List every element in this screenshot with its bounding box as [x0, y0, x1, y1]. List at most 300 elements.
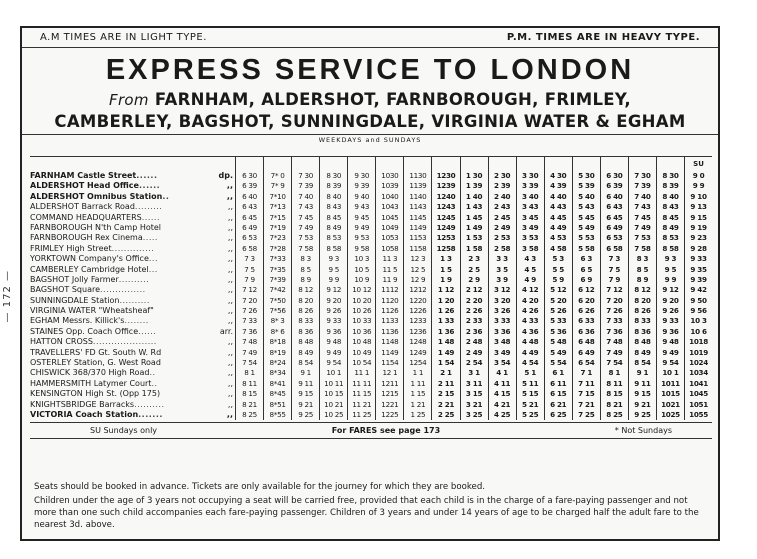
station-mark: ,, — [227, 264, 233, 274]
departure-time: 7 49 — [606, 347, 623, 357]
leader-dots: ...... — [136, 171, 158, 180]
departure-time: 8 58 — [662, 243, 679, 253]
station-mark: ,, — [227, 399, 233, 409]
departure-time: 5 5 — [552, 264, 565, 274]
station-mark: ,, — [227, 358, 233, 368]
departure-time: 12 1 — [382, 368, 398, 378]
station-name: FRIMLEY High Street — [30, 243, 112, 253]
station-mark: ,, — [226, 191, 233, 201]
column-header — [292, 157, 319, 171]
leader-dots: .. — [162, 191, 170, 201]
departure-time: 8 1 — [244, 368, 255, 378]
departure-time: 1249 — [436, 222, 456, 232]
station-mark: ,, — [226, 409, 233, 419]
station-mark: ,, — [227, 389, 233, 399]
departure-time: 7 26 — [242, 306, 257, 316]
station-row — [30, 254, 235, 264]
departure-time: 1148 — [381, 337, 399, 347]
departure-time: 2 25 — [437, 409, 455, 419]
departure-time: 1025 — [661, 409, 680, 419]
departure-time: 8*34 — [269, 368, 286, 378]
departure-time: 3 48 — [493, 337, 511, 347]
departure-time: 7 11 — [578, 378, 595, 388]
departure-time: 8 5 — [636, 264, 649, 274]
departure-time: 1149 — [381, 347, 399, 357]
column-header — [320, 157, 347, 171]
departure-time: 8 49 — [326, 222, 342, 232]
departure-time: 7 53 — [634, 233, 651, 243]
departure-time: 1143 — [409, 202, 427, 212]
station-mark: ,, — [227, 295, 233, 305]
departure-time: 4 30 — [550, 171, 567, 180]
departure-time: 8 9 — [300, 274, 311, 284]
departure-time: 8*55 — [269, 409, 286, 419]
departure-time: 3 58 — [522, 243, 539, 253]
departure-time: 1 49 — [465, 222, 483, 232]
station-mark: arr. — [219, 326, 233, 336]
pm-legend: P.M. TIMES ARE IN HEAVY TYPE. — [506, 32, 700, 43]
departure-time: 1 58 — [465, 243, 483, 253]
station-mark: ,, — [227, 347, 233, 357]
departure-time: 9 5 — [328, 264, 339, 274]
departure-time: 7 49 — [634, 222, 651, 232]
departure-time: 3 45 — [522, 212, 539, 222]
departure-time: 11 11 — [352, 378, 372, 388]
departure-time: 1 33 — [437, 316, 455, 326]
departure-time: 7 39 — [298, 181, 314, 191]
departure-time: 10 36 — [352, 326, 372, 336]
departure-time: 7*13 — [269, 202, 286, 212]
departure-time: 2 53 — [493, 233, 511, 243]
departure-time: 5 48 — [550, 337, 567, 347]
departure-time: 2 21 — [437, 399, 455, 409]
station-column — [30, 157, 235, 420]
station-row — [30, 316, 235, 326]
departure-time: 6 40 — [606, 191, 623, 201]
departure-time: 1039 — [381, 181, 399, 191]
departure-time: 1130 — [409, 171, 427, 180]
departure-time: 1 45 — [465, 212, 483, 222]
leader-dots: .......... — [134, 399, 165, 409]
departure-time: 1 5 — [440, 264, 452, 274]
departure-time: 7 33 — [606, 316, 623, 326]
departure-time: 9 39 — [690, 274, 707, 284]
departure-time: 10 5 — [354, 264, 370, 274]
departure-time: 6 12 — [578, 285, 595, 295]
departure-time: 9 21 — [634, 399, 651, 409]
departure-time: 8* 3 — [270, 316, 285, 326]
station-mark: ,, — [227, 274, 233, 284]
departure-time: 11 25 — [352, 409, 372, 419]
departure-time: 9 33 — [690, 254, 707, 264]
departure-time: 7*10 — [269, 191, 286, 201]
departure-time: 1126 — [381, 306, 399, 316]
departure-time: 7 21 — [578, 399, 595, 409]
departure-time: 7*50 — [269, 295, 286, 305]
departure-time: 11 21 — [352, 399, 372, 409]
column-header — [461, 157, 488, 171]
station-row — [30, 244, 235, 254]
departure-time: 1149 — [409, 222, 427, 232]
station-row — [30, 410, 235, 420]
departure-time: 1040 — [381, 191, 399, 201]
departure-time: 9 1 — [636, 368, 649, 378]
departure-time: 5 26 — [550, 306, 567, 316]
departure-time: 9 15 — [634, 389, 651, 399]
departure-time: 8 40 — [662, 191, 679, 201]
departure-time: 11 9 — [382, 274, 398, 284]
departure-column — [685, 157, 712, 420]
departure-time: 3 15 — [465, 389, 483, 399]
column-header — [376, 157, 403, 171]
departure-time: 7 40 — [634, 191, 651, 201]
departure-time: 1043 — [381, 202, 399, 212]
departure-time: 6 11 — [550, 378, 567, 388]
station-name: KENSINGTON High St. (Opp 175) — [30, 389, 161, 399]
departure-time: 9 0 — [692, 171, 705, 180]
departure-time: 1248 — [409, 337, 427, 347]
departure-time: 5 33 — [550, 316, 567, 326]
departure-time: 1236 — [409, 326, 427, 336]
station-row — [30, 368, 235, 378]
departure-time: 2 48 — [465, 337, 483, 347]
leader-dots: .......... — [118, 274, 150, 284]
departure-time: 8 21 — [606, 399, 623, 409]
departure-time: 6 58 — [606, 243, 623, 253]
departure-time: 5 45 — [578, 212, 595, 222]
departure-time: 6 43 — [606, 202, 623, 212]
page-title: EXPRESS SERVICE TO LONDON — [105, 54, 635, 86]
station-name: YORKTOWN Company's Office — [30, 254, 149, 264]
departure-time: 5 49 — [578, 222, 595, 232]
departure-time: 1230 — [436, 171, 456, 180]
departure-time: 9 30 — [354, 171, 370, 180]
departure-time: 9 36 — [662, 326, 679, 336]
departure-time: 8 25 — [606, 409, 623, 419]
departure-time: 6 39 — [606, 181, 623, 191]
station-mark: ,, — [227, 378, 233, 388]
leader-dots — [161, 348, 213, 358]
departure-time: 12 3 — [410, 254, 426, 264]
departure-time: 3 36 — [493, 326, 511, 336]
leader-dots: .............. — [111, 243, 155, 253]
departure-time: 1225 — [381, 409, 399, 419]
departure-time: 1 3 — [440, 254, 452, 264]
departure-time: 1158 — [409, 243, 427, 253]
departure-time: 8 49 — [662, 222, 679, 232]
from-label: From — [109, 91, 149, 109]
departure-time: 1019 — [689, 347, 708, 357]
departure-time: 7 33 — [242, 316, 257, 326]
departure-time: 1 9 — [440, 274, 452, 284]
departure-time: 1220 — [409, 295, 427, 305]
departure-time: 4 15 — [493, 389, 511, 399]
departure-time: 7 43 — [298, 202, 314, 212]
departure-time: 9 9 — [664, 274, 677, 284]
departure-time: 1 12 — [437, 285, 455, 295]
station-name: OSTERLEY Station, G. West Road — [30, 358, 161, 368]
station-name: ALDERSHOT Barrack Road — [30, 202, 135, 212]
departure-time: 9 10 — [690, 191, 707, 201]
departure-time: 2 9 — [468, 274, 480, 284]
departure-time: 10 49 — [352, 347, 372, 357]
station-name: HAMMERSMITH Latymer Court — [30, 378, 152, 388]
departure-time: 8*24 — [269, 358, 286, 368]
station-mark: ,, — [227, 337, 233, 347]
departure-time: 6 53 — [242, 233, 257, 243]
station-mark: ,, — [227, 233, 233, 243]
departure-time: 7 20 — [242, 295, 257, 305]
children-fare-note: Children under the age of 3 years not occupying a seat will be carried free, provided that each child is in the charge of a fare-paying passenger and not more than one such child accompanies each fare-paying passenger. Children of 3 years and under 14 years of age to be charged half the adult fare to the nearest 3d. above. — [34, 496, 699, 530]
leader-dots: ...... — [138, 181, 161, 191]
column-header — [545, 157, 572, 171]
page-number: — 172 — — [2, 270, 13, 323]
departure-time: 8 39 — [662, 181, 679, 191]
departure-time: 4 5 — [524, 264, 536, 274]
departure-time: 7 54 — [606, 358, 623, 368]
departure-time: 10 15 — [324, 389, 344, 399]
station-name: STAINES Opp. Coach Office — [30, 326, 139, 336]
departure-time: 1011 — [661, 378, 680, 388]
departure-time: 9 25 — [298, 409, 314, 419]
departure-time: 9 13 — [690, 202, 707, 212]
departure-time: 2 12 — [465, 285, 483, 295]
departure-column — [545, 157, 573, 420]
departure-time: 5 43 — [578, 202, 595, 212]
departure-time: 5 49 — [550, 347, 567, 357]
column-header — [236, 157, 263, 171]
departure-time: 6 25 — [550, 409, 567, 419]
departure-time: 1212 — [409, 285, 427, 295]
station-name: BAGSHOT Jolly Farmer — [30, 274, 119, 284]
departure-time: 10 1 — [662, 368, 679, 378]
departure-time: 7*42 — [269, 285, 286, 295]
departure-time: 6 43 — [242, 202, 257, 212]
departure-time: 8 49 — [298, 347, 314, 357]
departure-time: 1211 — [381, 378, 399, 388]
station-row — [30, 296, 235, 306]
departure-time: 1253 — [436, 233, 456, 243]
departure-time: 8 43 — [326, 202, 342, 212]
departure-time: 1 15 — [410, 389, 426, 399]
departure-time: 8 20 — [298, 295, 314, 305]
departure-time: 2 33 — [465, 316, 483, 326]
leader-dots: .......... — [119, 295, 150, 305]
departure-time: 4 49 — [522, 347, 539, 357]
leader-dots: ....... — [138, 409, 163, 419]
station-mark: dp. — [218, 171, 233, 180]
departure-time: 2 39 — [493, 181, 511, 191]
departure-time: 9 33 — [326, 316, 342, 326]
column-header — [348, 157, 375, 171]
departure-time: 1 39 — [465, 181, 483, 191]
station-row — [30, 348, 235, 358]
station-row — [30, 223, 235, 233]
departure-time: 2 26 — [465, 306, 483, 316]
departure-time: 9 5 — [664, 264, 677, 274]
departure-time: 3 1 — [468, 368, 480, 378]
departure-time: 9 35 — [690, 264, 707, 274]
not-sundays-note: * Not Sundays — [614, 426, 672, 436]
departure-time: 7*19 — [269, 222, 286, 232]
leader-dots: .. — [149, 368, 156, 378]
departure-time: 9 26 — [326, 306, 342, 316]
departure-time: 9 11 — [634, 378, 651, 388]
leader-dots — [160, 389, 213, 399]
departure-column — [320, 157, 348, 420]
departure-time: 4 11 — [493, 378, 511, 388]
departure-time: 8 48 — [634, 337, 651, 347]
departure-time: 1 40 — [465, 191, 483, 201]
departure-time: 6 58 — [242, 243, 257, 253]
column-header — [489, 157, 516, 171]
departure-time: 10 9 — [354, 274, 370, 284]
departure-time: 4 48 — [522, 337, 539, 347]
departure-time: 8 11 — [242, 378, 257, 388]
departure-time: 9 49 — [662, 347, 679, 357]
departure-time: 1 1 — [412, 368, 424, 378]
station-row — [30, 202, 235, 212]
departure-time: 6 30 — [606, 171, 623, 180]
departure-time: 9 49 — [354, 222, 370, 232]
departure-time: 8*19 — [269, 347, 286, 357]
column-header — [264, 157, 291, 171]
station-name: KNIGHTSBRIDGE Barracks — [30, 399, 135, 409]
departure-time: 2 3 — [468, 254, 480, 264]
departure-time: 10 3 — [690, 316, 707, 326]
departure-time: 9 25 — [634, 409, 651, 419]
departure-time: 8 15 — [242, 389, 257, 399]
departure-time: 5 12 — [550, 285, 567, 295]
departure-time: 8*45 — [269, 389, 286, 399]
departure-time: 1258 — [436, 243, 456, 253]
station-row — [30, 358, 235, 368]
departure-time: 7 49 — [298, 222, 314, 232]
departure-time: 1 30 — [465, 171, 483, 180]
booking-notes — [30, 481, 712, 533]
departure-time: 9 45 — [354, 212, 370, 222]
departure-time: 8 21 — [242, 399, 257, 409]
station-name: ALDERSHOT Omnibus Station — [30, 191, 163, 201]
departure-time: 3 49 — [522, 222, 539, 232]
departure-time: 8 33 — [634, 316, 651, 326]
departure-time: 1021 — [661, 399, 680, 409]
departure-time: 4 49 — [550, 222, 567, 232]
departure-time: 4 45 — [550, 212, 567, 222]
departure-time: 9 28 — [690, 243, 707, 253]
departure-time: 9 12 — [662, 285, 679, 295]
column-header — [601, 157, 628, 171]
departure-times — [235, 157, 712, 420]
timetable-frame — [20, 26, 720, 541]
leader-dots: ..... — [142, 233, 158, 243]
departure-time: 4 25 — [493, 409, 511, 419]
station-name: CHISWICK 368/370 High Road — [30, 368, 150, 378]
station-row — [30, 171, 235, 181]
station-mark: ,, — [227, 202, 233, 212]
departure-time: 9 48 — [326, 337, 342, 347]
departure-time: 7* 9 — [270, 181, 285, 191]
departure-time: 7 5 — [608, 264, 621, 274]
departure-time: 4 1 — [496, 368, 508, 378]
departure-time: 1243 — [436, 202, 456, 212]
departure-time: 1024 — [689, 358, 708, 368]
station-row — [30, 400, 235, 410]
departure-time: 1133 — [381, 316, 399, 326]
departure-time: 10 26 — [352, 306, 372, 316]
departure-time: 8 39 — [326, 181, 342, 191]
departure-time: 6 53 — [606, 233, 623, 243]
departure-time: 6 49 — [242, 222, 257, 232]
departure-time: 4 36 — [522, 326, 539, 336]
departure-time: 7*28 — [269, 243, 286, 253]
departure-time: 5 11 — [522, 378, 539, 388]
departure-time: 8 36 — [298, 326, 314, 336]
departure-time: 5 58 — [578, 243, 595, 253]
departure-time: 8 30 — [662, 171, 679, 180]
departure-time: 9 54 — [326, 358, 342, 368]
departure-time: 4 53 — [550, 233, 567, 243]
departure-time: 8 26 — [298, 306, 314, 316]
station-mark: ,, — [227, 212, 233, 222]
departure-time: 6 33 — [578, 316, 595, 326]
booking-note: Seats should be booked in advance. Tickets are only available for the journey for which they are booked. — [34, 482, 486, 492]
station-name: EGHAM Messrs. Killick's — [30, 316, 125, 326]
departure-time: 1 11 — [410, 378, 426, 388]
departure-time: 5 53 — [578, 233, 595, 243]
departure-time: 5 54 — [550, 358, 567, 368]
departure-time: 1 43 — [465, 202, 483, 212]
departure-time: 1112 — [381, 285, 399, 295]
departure-time: 3 33 — [493, 316, 511, 326]
departure-time: 5 39 — [578, 181, 595, 191]
departure-time: 11 5 — [382, 264, 398, 274]
departure-time: 10 54 — [352, 358, 372, 368]
departure-time: 8 9 — [636, 274, 649, 284]
fares-reference: For FARES see page 173 — [331, 426, 441, 436]
departure-time: 10 12 — [352, 285, 372, 295]
departure-time: 6 26 — [578, 306, 595, 316]
departure-time: 9 40 — [354, 191, 370, 201]
departure-time: 6 20 — [578, 295, 595, 305]
departure-time: 1233 — [409, 316, 427, 326]
departure-time: 3 53 — [522, 233, 539, 243]
station-row — [30, 192, 235, 202]
departure-time: 3 54 — [493, 358, 511, 368]
departure-time: 6 30 — [242, 171, 257, 180]
station-name: FARNBOROUGH N'th Camp Hotel — [30, 222, 162, 232]
departure-time: 2 45 — [493, 212, 511, 222]
departure-time: 8 40 — [326, 191, 342, 201]
column-header — [629, 157, 656, 171]
leader-dots: .. — [151, 378, 158, 388]
departure-time: 3 11 — [465, 378, 483, 388]
departure-time: 1041 — [689, 378, 708, 388]
departure-time: 1 20 — [437, 295, 455, 305]
departure-time: 7 12 — [242, 285, 257, 295]
departure-time: 9 3 — [328, 254, 339, 264]
departure-time: 9 26 — [662, 306, 679, 316]
departure-time: 6 5 — [580, 264, 593, 274]
departure-time: 1 26 — [437, 306, 455, 316]
station-row — [30, 285, 235, 295]
departure-time: 1058 — [381, 243, 399, 253]
departure-time: 9 23 — [690, 233, 707, 243]
departure-time: 2 49 — [465, 347, 483, 357]
departure-time: 3 40 — [522, 191, 539, 201]
departure-time: 9 43 — [354, 202, 370, 212]
departure-time: 9 3 — [664, 254, 677, 264]
